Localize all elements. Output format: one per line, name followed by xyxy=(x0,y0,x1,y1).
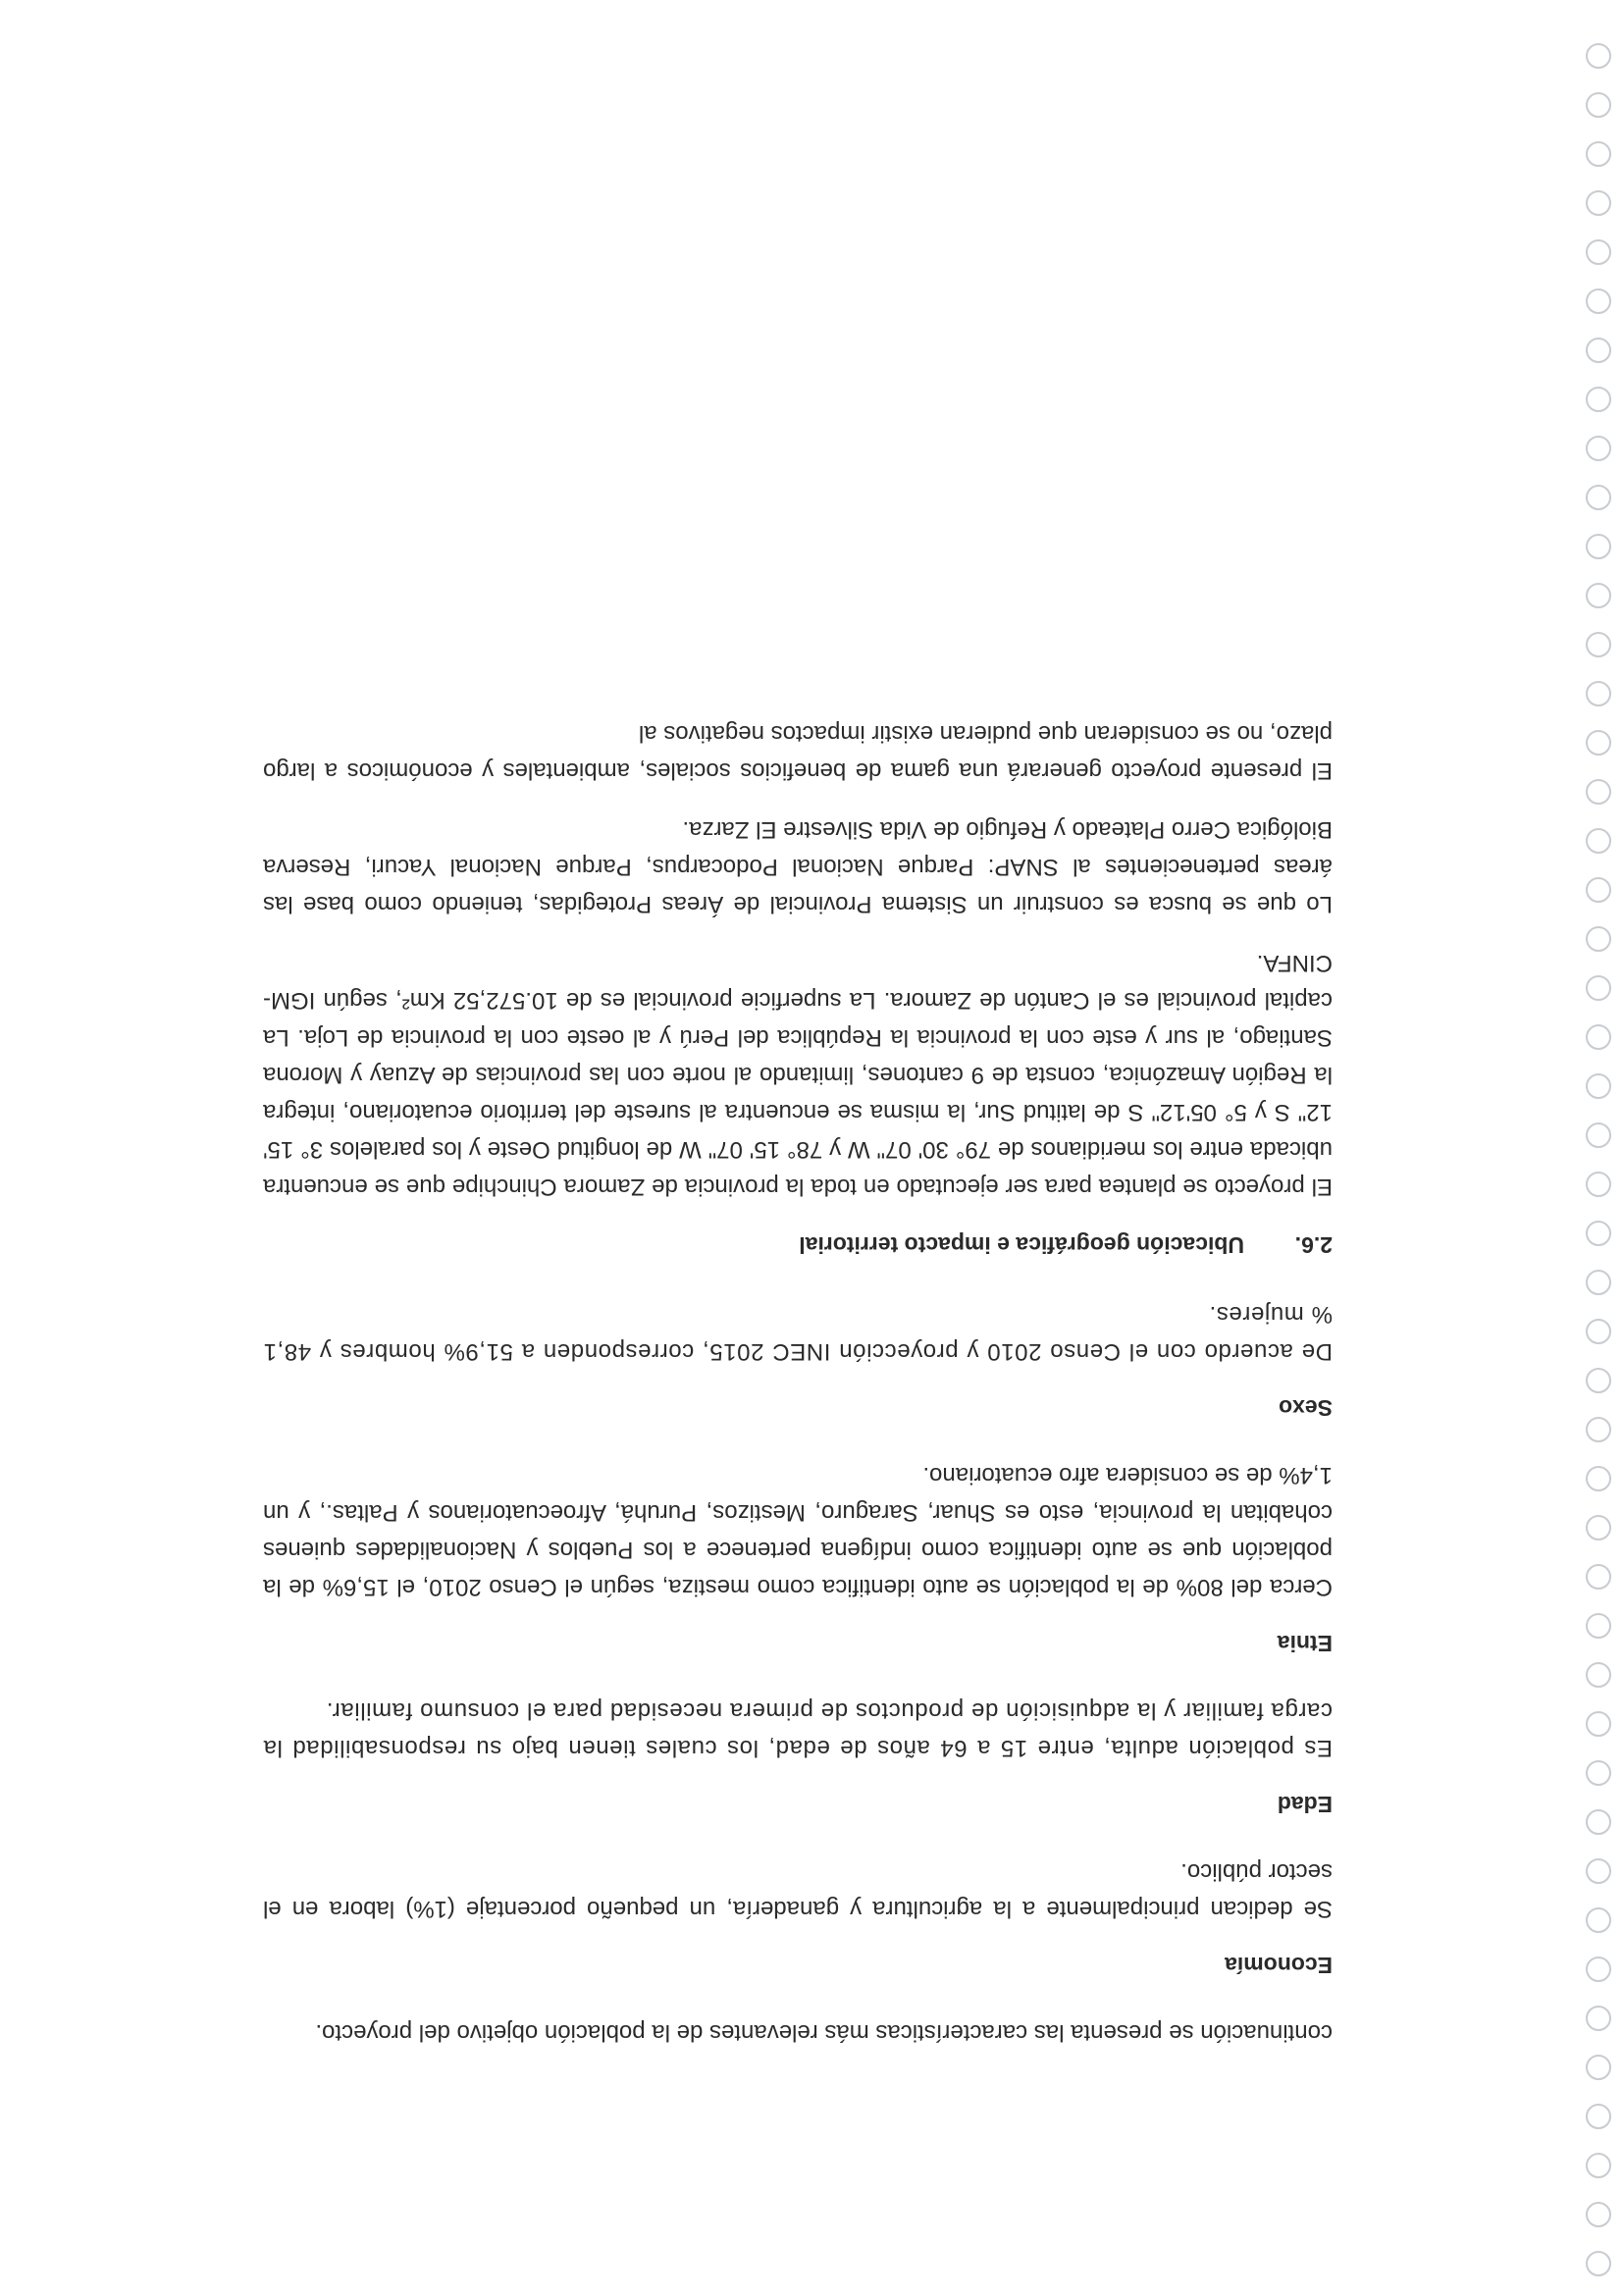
heading-economia: Economía xyxy=(1225,1953,1333,1978)
binding-ring xyxy=(1586,1564,1611,1590)
binding-ring xyxy=(1586,338,1611,363)
binding-ring xyxy=(1586,534,1611,559)
binding-ring xyxy=(1586,1122,1611,1148)
binding-ring xyxy=(1586,681,1611,706)
binding-ring xyxy=(1586,2006,1611,2031)
binding-ring xyxy=(1586,779,1611,805)
binding-ring xyxy=(1586,2153,1611,2178)
binding-ring xyxy=(1586,1515,1611,1540)
paragraph-ubicacion: El proyecto se plantea para ser ejecutado en toda la provincia de Zamora Chinchipe que se encuentra ubicada entre los meridianos de 79° 30' 07" W y 78° 15' 07" W de longitud Oeste y los paralelos 3° 15' 12" S y 5° 05'12" S de latitud Sur, la misma se encuentra al sureste del territorio ecuatoriano, integra la Región Amazónica, consta de 9 cantones, limitando al norte con las provincias de Azuay y Morona Santiago, al sur y este con la provincia la República del Perú y al oeste con la provincia de Loja. La capital provincial es el Cantón de Zamora. La superficie provincial es de 10.572,52 Km², según IGM-CINFA. xyxy=(263,950,1333,1200)
binding-ring xyxy=(1586,1613,1611,1639)
binding-ring xyxy=(1586,141,1611,167)
paragraph-beneficios: El presente proyecto generará una gama de beneficios sociales, ambientales y económicos a largo plazo, no se consideran que pudieran existir impactos negativos al xyxy=(263,720,1333,784)
binding-ring xyxy=(1586,387,1611,412)
binding-ring xyxy=(1586,288,1611,314)
binding-ring xyxy=(1586,1760,1611,1786)
heading-etnia: Etnia xyxy=(1277,1631,1333,1656)
section-heading-2-6 xyxy=(263,1226,1333,1264)
binding-ring xyxy=(1586,1024,1611,1050)
binding-ring xyxy=(1586,1809,1611,1835)
binding-ring xyxy=(1586,1858,1611,1884)
binding-ring xyxy=(1586,1417,1611,1442)
binding-ring xyxy=(1586,632,1611,657)
binding-ring xyxy=(1586,1907,1611,1933)
binding-ring xyxy=(1586,1172,1611,1197)
binding-ring xyxy=(1586,730,1611,756)
binding-ring xyxy=(1586,583,1611,608)
paragraph-etnia: Cerca del 80% de la población se auto identifica como mestiza, según el Censo 2010, el 15,6% de la población que se auto identifica como indígena pertenece a los Pueblos y Nacionalidades quienes cohabitan la provincia, esto es Shuar, Saraguro, Mestizos, Puruhá, Afroecuatorianos y Paltas., y un 1,4% de se considera afro ecuatoriano. xyxy=(263,1462,1333,1600)
binding-ring xyxy=(1586,1073,1611,1099)
document-body xyxy=(263,693,1333,2051)
binding-ring xyxy=(1586,975,1611,1001)
binding-ring xyxy=(1586,190,1611,216)
binding-ring xyxy=(1586,2104,1611,2129)
binding-ring xyxy=(1586,1711,1611,1737)
binding-ring xyxy=(1586,926,1611,952)
heading-edad: Edad xyxy=(1277,1792,1333,1817)
paragraph-areas-protegidas: Lo que se busca es construir un Sistema Provincial de Áreas Protegidas, teniendo como base las áreas pertenecientes al SNAP: Parque Nacional Podocarpus, Parque Nacional Yacuri, Reserva Biológica Cerro Plateado y Refugio de Vida Silvestre El Zarza. xyxy=(263,816,1333,917)
spiral-binding xyxy=(1576,20,1615,2276)
binding-ring xyxy=(1586,1466,1611,1491)
binding-ring xyxy=(1586,1270,1611,1295)
heading-sexo: Sexo xyxy=(1279,1395,1333,1421)
binding-ring xyxy=(1586,2055,1611,2080)
intro-paragraph: continuación se presenta las características más relevantes de la población objetivo del proyecto. xyxy=(315,2019,1333,2046)
binding-ring xyxy=(1586,1319,1611,1344)
binding-ring xyxy=(1586,43,1611,69)
binding-ring xyxy=(1586,2202,1611,2227)
binding-ring xyxy=(1586,239,1611,265)
binding-ring xyxy=(1586,1957,1611,1982)
paragraph-sexo: De acuerdo con el Censo 2010 y proyección INEC 2015, corresponden a 51,9% hombres y 48,1 % mujeres. xyxy=(263,1301,1333,1365)
binding-ring xyxy=(1586,1221,1611,1246)
binding-ring xyxy=(1586,2251,1611,2276)
binding-ring xyxy=(1586,877,1611,903)
binding-ring xyxy=(1586,436,1611,461)
binding-ring xyxy=(1586,1662,1611,1688)
binding-ring xyxy=(1586,1368,1611,1393)
binding-ring xyxy=(1586,828,1611,854)
binding-ring xyxy=(1586,485,1611,510)
section-title: Ubicación geográfica e impacto territorial xyxy=(799,1232,1244,1258)
paragraph-economia: Se dedican principalmente a la agricultura y ganadería, un pequeño porcentaje (1%) labora en el sector público. xyxy=(263,1858,1333,1922)
section-number: 2.6. xyxy=(1294,1232,1333,1258)
paragraph-edad: Es población adulta, entre 15 a 64 años de edad, los cuales tienen bajo su responsabilidad la carga familiar y la adquisición de productos de primera necesidad para el consumo familiar. xyxy=(263,1697,1333,1761)
binding-ring xyxy=(1586,92,1611,118)
